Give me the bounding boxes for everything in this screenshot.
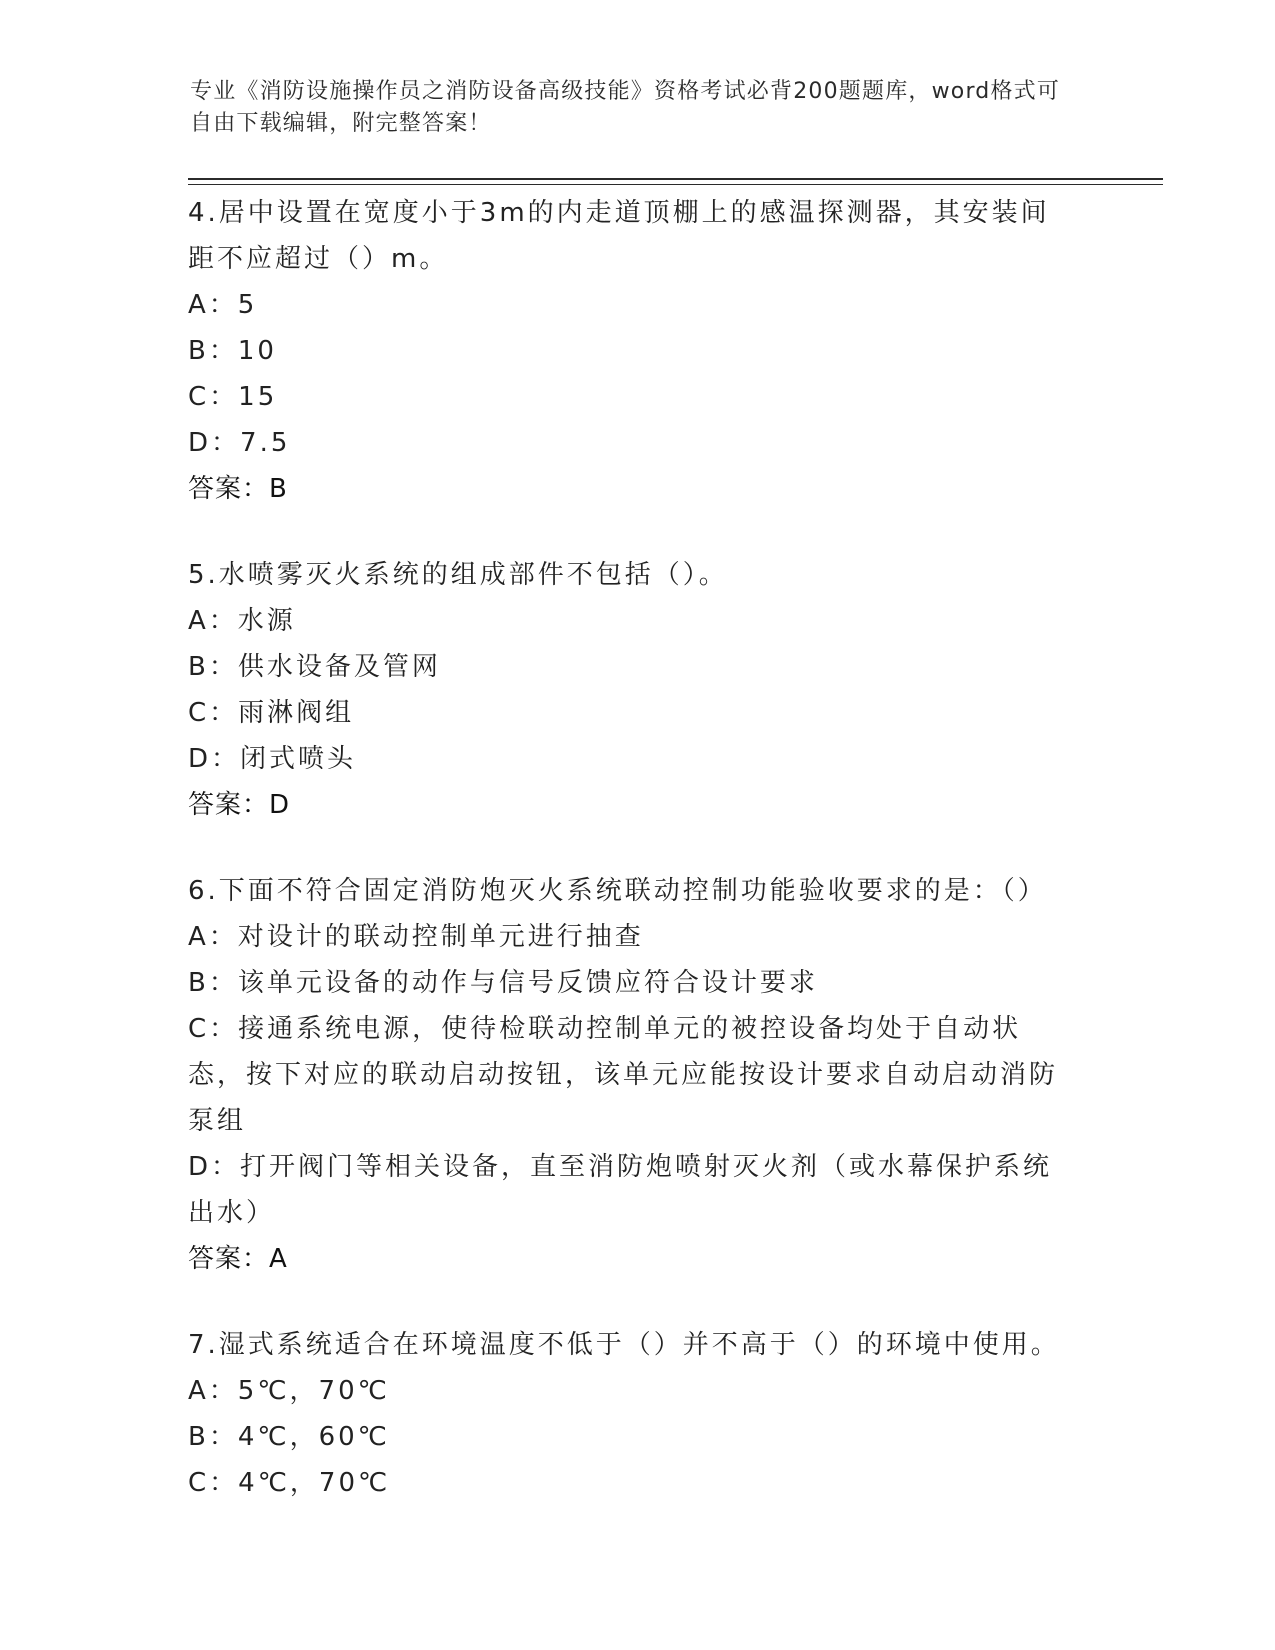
option-a: A：对设计的联动控制单元进行抽查: [188, 922, 644, 952]
option-a: A：5℃，70℃: [188, 1376, 390, 1406]
document-header: 专业《消防设施操作员之消防设备高级技能》资格考试必背200题题库，word格式可自由下载编辑，附完整答案！: [190, 79, 1061, 136]
option-b: B：供水设备及管网: [188, 652, 441, 682]
question-stem: 4.居中设置在宽度小于3m的内走道顶棚上的感温探测器，其安装间距不应超过（）m。: [188, 198, 1050, 274]
answer-label: 答案：D: [188, 790, 291, 820]
option-c: C：4℃，70℃: [188, 1468, 391, 1498]
question-list: [188, 190, 1078, 1546]
question-stem: 7.湿式系统适合在环境温度不低于（）并不高于（）的环境中使用。: [188, 1330, 1060, 1360]
question-stem: 5.水喷雾灭火系统的组成部件不包括（）。: [188, 560, 728, 590]
option-a: A：水源: [188, 606, 296, 636]
option-d: D：7.5: [188, 428, 291, 458]
option-b: B：该单元设备的动作与信号反馈应符合设计要求: [188, 968, 818, 998]
option-c: C：15: [188, 382, 278, 412]
question-5: [188, 552, 1078, 828]
option-a: A：5: [188, 290, 258, 320]
option-d: D：闭式喷头: [188, 744, 357, 774]
answer-label: 答案：B: [188, 474, 288, 504]
question-stem: 6.下面不符合固定消防炮灭火系统联动控制功能验收要求的是：（）: [188, 876, 1047, 906]
question-4: [188, 190, 1078, 512]
question-6: [188, 868, 1078, 1282]
option-c: C：雨淋阀组: [188, 698, 355, 728]
option-b: B：10: [188, 336, 277, 366]
header-rule-thick: [188, 178, 1163, 180]
option-d: D：打开阀门等相关设备，直至消防炮喷射灭火剂（或水幕保护系统出水）: [188, 1152, 1053, 1228]
answer-label: 答案：A: [188, 1244, 288, 1274]
option-c: C：接通系统电源，使待检联动控制单元的被控设备均处于自动状态，按下对应的联动启动按钮，该单元应能按设计要求自动启动消防泵组: [188, 1014, 1059, 1136]
header-rule-thin: [188, 184, 1163, 185]
question-7: [188, 1322, 1078, 1506]
option-b: B：4℃，60℃: [188, 1422, 390, 1452]
